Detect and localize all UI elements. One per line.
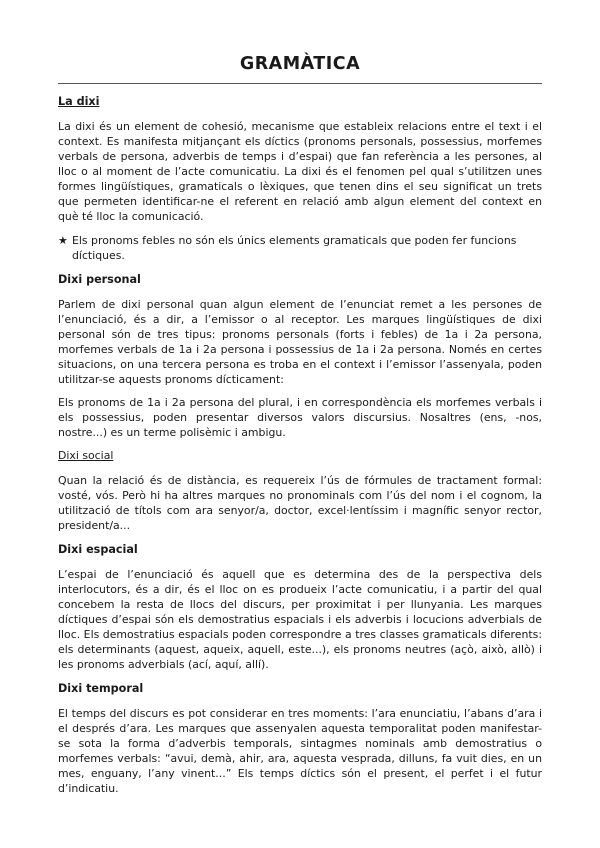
heading-dixi-temporal: Dixi temporal bbox=[58, 682, 144, 695]
heading-dixi-social: Dixi social bbox=[58, 449, 114, 462]
paragraph-dixi-temporal: El temps del discurs es pot considerar en tres moments: l’ara enunciatiu, l’abans d’ara i el després d’ara. Les marques que assenyalen aquesta temporalitat poden manifestar-se sota la forma d’adverbis temporals, sintagmes nominals amb demostratius o morfemes verbals: “avui, demà, ahir, ara, aquesta vesprada, dilluns, fa vuit dies, en un mes, enguany, l’any vinent...” Els temps díctics són el present, el perfet i el futur d’indicatiu. bbox=[58, 707, 542, 795]
document-body bbox=[58, 94, 542, 796]
note-text: Els pronoms febles no són els únics elements gramaticals que poden fer funcions díctiques. bbox=[72, 234, 517, 262]
page-title: GRAMÀTICA bbox=[239, 54, 361, 74]
title-divider bbox=[58, 83, 542, 84]
paragraph-la-dixi: La dixi és un element de cohesió, mecanisme que estableix relacions entre el text i el context. Es manifesta mitjançant els díctics (pronoms personals, possessius, morfemes verbals de persona, adverbis de temps i d’espai) que fan referència a les persones, al lloc o al moment de l’acte comunicatiu. La dixi és el fenomen pel qual s’utilitzen unes formes lingüístiques, gramaticals o lèxiques, que tenen dins el seu significat un trets que permeten identificar-ne el referent en relació amb algun element del context en què té lloc la comunicació. bbox=[58, 120, 542, 223]
paragraph-dixi-personal-2: Els pronoms de 1a i 2a persona del plural, i en correspondència els morfemes verbals i els possessius, poden presentar diversos valors discursius. Nosaltres (ens, -nos, nostre...) es un terme polisèmic i ambigu. bbox=[58, 396, 542, 439]
note-item bbox=[58, 233, 542, 263]
paragraph-dixi-personal-1: Parlem de dixi personal quan algun element de l’enunciat remet a les persones de l’enunciació, és a dir, a l’emissor o al receptor. Les marques lingüístiques de dixi personal són de tres tipus: pronoms personals (forts i febles) de 1a i 2a persona, morfemes verbals de 1a i 2a persona i possessius de 1a i 2a persona. Només en certes situacions, on una tercera persona es troba en el context i l’emissor l’assenyala, poden utilitzar-se aquests pronoms dícticament: bbox=[58, 298, 542, 386]
paragraph-dixi-espacial: L’espai de l’enunciació és aquell que es determina des de la perspectiva dels interlocutors, és a dir, és el lloc on es produeix l’acte comunicatiu, i a partir del qual concebem la resta de llocs del discurs, per proximitat i per llunyania. Les marques díctiques d’espai són els demostratius espacials i els adverbis i locucions adverbials de lloc. Els demostratius espacials poden correspondre a tres classes gramaticals diferents: els determinants (aquest, aqueix, aquell, este...), els pronoms neutres (açò, això, allò) i les pronoms adverbials (ací, aquí, allí). bbox=[58, 568, 542, 671]
heading-dixi-personal: Dixi personal bbox=[58, 273, 141, 286]
heading-la-dixi: La dixi bbox=[58, 95, 100, 108]
paragraph-dixi-social: Quan la relació és de distància, es requereix l’ús de fórmules de tractament formal: vosté, vós. Però hi ha altres marques no pronominals com l’ús del nom i el cognom, la utilització de títols com ara senyor/a, doctor, excel·lentíssim i magnífic senyor rector, president/a... bbox=[58, 474, 542, 532]
star-icon: ★ bbox=[58, 234, 68, 247]
heading-dixi-espacial: Dixi espacial bbox=[58, 543, 138, 556]
